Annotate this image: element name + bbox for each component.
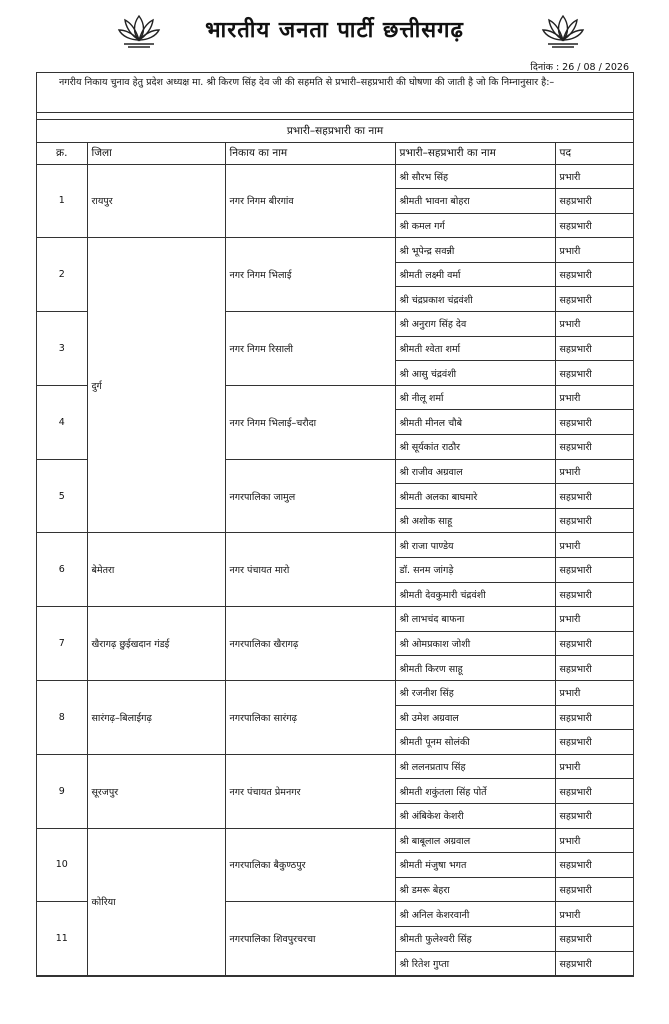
- member-name: श्रीमती लक्ष्मी वर्मा: [395, 262, 555, 287]
- member-name: श्री डमरू बेहरा: [395, 877, 555, 902]
- column-header: जिला: [87, 142, 225, 164]
- table-row: [37, 164, 633, 189]
- member-post: सहप्रभारी: [555, 361, 633, 386]
- member-name: श्रीमती भावना बोहरा: [395, 189, 555, 214]
- district-name: कोरिया: [87, 828, 225, 976]
- member-post: सहप्रभारी: [555, 484, 633, 509]
- member-post: प्रभारी: [555, 385, 633, 410]
- member-name: श्रीमती देवकुमारी चंद्रवंशी: [395, 582, 555, 607]
- member-post: प्रभारी: [555, 607, 633, 632]
- member-post: सहप्रभारी: [555, 730, 633, 755]
- member-post: प्रभारी: [555, 828, 633, 853]
- member-name: श्रीमती पूनम सोलंकी: [395, 730, 555, 755]
- serial-number: 11: [37, 902, 87, 976]
- serial-number: 9: [37, 754, 87, 828]
- member-name: श्री ललनप्रताप सिंह: [395, 754, 555, 779]
- member-post: सहप्रभारी: [555, 779, 633, 804]
- member-post: सहप्रभारी: [555, 287, 633, 312]
- member-name: श्री ओमप्रकाश जोशी: [395, 631, 555, 656]
- member-name: श्रीमती मंजुषा भगत: [395, 853, 555, 878]
- body-name: नगर निगम रिसाली: [225, 312, 395, 386]
- member-name: श्री रितेश गुप्ता: [395, 951, 555, 976]
- body-name: नगर पंचायत मारो: [225, 533, 395, 607]
- member-post: सहप्रभारी: [555, 631, 633, 656]
- member-post: सहप्रभारी: [555, 213, 633, 238]
- table-header-row: [37, 142, 633, 164]
- table-row: [37, 533, 633, 558]
- member-post: सहप्रभारी: [555, 877, 633, 902]
- member-name: श्री बाबूलाल अग्रवाल: [395, 828, 555, 853]
- member-name: श्री कमल गर्ग: [395, 213, 555, 238]
- member-post: सहप्रभारी: [555, 656, 633, 681]
- member-post: सहप्रभारी: [555, 558, 633, 583]
- serial-number: 7: [37, 607, 87, 681]
- member-post: सहप्रभारी: [555, 951, 633, 976]
- assignment-table: [37, 120, 633, 976]
- member-name: श्री रजनीश सिंह: [395, 680, 555, 705]
- member-name: डॉ. सनम जांगड़े: [395, 558, 555, 583]
- member-post: सहप्रभारी: [555, 705, 633, 730]
- member-name: श्री राजीव अग्रवाल: [395, 459, 555, 484]
- district-name: रायपुर: [87, 164, 225, 238]
- member-name: श्री भूपेन्द्र सवन्नी: [395, 238, 555, 263]
- member-name: श्रीमती श्वेता शर्मा: [395, 336, 555, 361]
- serial-number: 6: [37, 533, 87, 607]
- body-name: नगर पंचायत प्रेमनगर: [225, 754, 395, 828]
- member-post: सहप्रभारी: [555, 803, 633, 828]
- member-post: सहप्रभारी: [555, 582, 633, 607]
- district-name: सारंगढ़–बिलाईगढ़: [87, 680, 225, 754]
- serial-number: 5: [37, 459, 87, 533]
- table-row: [37, 607, 633, 632]
- member-name: श्री सूर्यकांत राठौर: [395, 435, 555, 460]
- member-name: श्रीमती किरण साहू: [395, 656, 555, 681]
- serial-number: 10: [37, 828, 87, 902]
- district-name: खैरागढ़ छुईखदान गंडई: [87, 607, 225, 681]
- table-row: [37, 828, 633, 853]
- document-date: दिनांक : 26 / 08 / 2026: [530, 62, 629, 73]
- serial-number: 2: [37, 238, 87, 312]
- member-post: सहप्रभारी: [555, 435, 633, 460]
- table-row: [37, 238, 633, 263]
- member-name: श्री उमेश अग्रवाल: [395, 705, 555, 730]
- column-header: प्रभारी–सहप्रभारी का नाम: [395, 142, 555, 164]
- member-name: श्रीमती मीनल चौबे: [395, 410, 555, 435]
- member-name: श्री राजा पाण्डेय: [395, 533, 555, 558]
- member-post: प्रभारी: [555, 754, 633, 779]
- column-header: क्र.: [37, 142, 87, 164]
- member-post: सहप्रभारी: [555, 926, 633, 951]
- body-name: नगरपालिका शिवपुरचरचा: [225, 902, 395, 976]
- member-name: श्रीमती फुलेश्वरी सिंह: [395, 926, 555, 951]
- lotus-icon: [540, 10, 586, 50]
- serial-number: 1: [37, 164, 87, 238]
- body-name: नगरपालिका सारंगढ़: [225, 680, 395, 754]
- member-name: श्री चंद्रप्रकाश चंद्रवंशी: [395, 287, 555, 312]
- member-name: श्री आसु चंद्रवंशी: [395, 361, 555, 386]
- letterhead: [0, 0, 669, 60]
- serial-number: 8: [37, 680, 87, 754]
- district-name: सूरजपुर: [87, 754, 225, 828]
- member-post: प्रभारी: [555, 533, 633, 558]
- document-body: [36, 72, 634, 977]
- member-post: प्रभारी: [555, 238, 633, 263]
- district-name: दुर्ग: [87, 238, 225, 533]
- member-post: सहप्रभारी: [555, 262, 633, 287]
- body-name: नगरपालिका जामुल: [225, 459, 395, 533]
- member-name: श्रीमती अलका बाघमारे: [395, 484, 555, 509]
- member-name: श्री नीलू शर्मा: [395, 385, 555, 410]
- member-post: सहप्रभारी: [555, 853, 633, 878]
- member-name: श्रीमती शकुंतला सिंह पोर्ते: [395, 779, 555, 804]
- member-name: श्री अंबिकेश केशरी: [395, 803, 555, 828]
- serial-number: 4: [37, 385, 87, 459]
- member-post: सहप्रभारी: [555, 336, 633, 361]
- member-post: प्रभारी: [555, 312, 633, 337]
- table-row: [37, 754, 633, 779]
- member-post: सहप्रभारी: [555, 189, 633, 214]
- member-post: प्रभारी: [555, 680, 633, 705]
- page-title: भारतीय जनता पार्टी छत्तीसगढ़: [205, 18, 464, 43]
- divider: [37, 113, 633, 120]
- member-post: सहप्रभारी: [555, 410, 633, 435]
- body-name: नगर निगम भिलाई–चरौदा: [225, 385, 395, 459]
- member-post: प्रभारी: [555, 459, 633, 484]
- member-name: श्री अशोक साहू: [395, 508, 555, 533]
- member-name: श्री अनुराग सिंह देव: [395, 312, 555, 337]
- column-header: निकाय का नाम: [225, 142, 395, 164]
- intro-text: नगरीय निकाय चुनाव हेतु प्रदेश अध्यक्ष मा. श्री किरण सिंह देव जी की सहमति से प्रभारी–सहप्रभारी की घोषणा की जाती है जो कि निम्नानुसार है:–: [37, 73, 633, 113]
- member-name: श्री अनिल केशरवानी: [395, 902, 555, 927]
- table-row: [37, 680, 633, 705]
- body-name: नगरपालिका बैकुण्ठपुर: [225, 828, 395, 902]
- member-post: सहप्रभारी: [555, 508, 633, 533]
- member-name: श्री सौरभ सिंह: [395, 164, 555, 189]
- body-name: नगर निगम भिलाई: [225, 238, 395, 312]
- member-post: प्रभारी: [555, 164, 633, 189]
- member-name: श्री लाभचंद बाफना: [395, 607, 555, 632]
- table-title: प्रभारी–सहप्रभारी का नाम: [37, 120, 633, 142]
- district-name: बेमेतरा: [87, 533, 225, 607]
- column-header: पद: [555, 142, 633, 164]
- body-name: नगरपालिका खैरागढ़: [225, 607, 395, 681]
- member-post: प्रभारी: [555, 902, 633, 927]
- serial-number: 3: [37, 312, 87, 386]
- body-name: नगर निगम बीरगांव: [225, 164, 395, 238]
